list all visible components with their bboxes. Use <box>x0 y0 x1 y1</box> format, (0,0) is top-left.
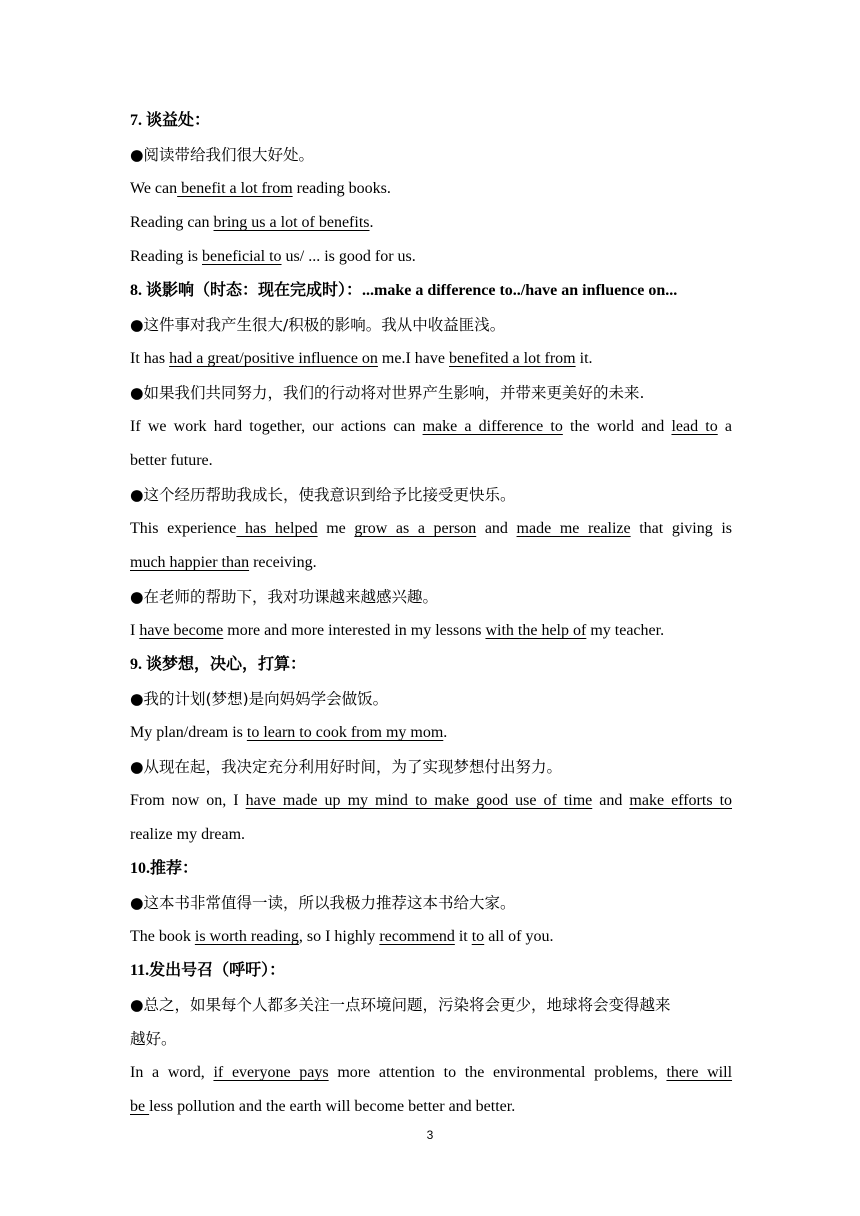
underlined-phrase: grow as a person <box>354 520 477 537</box>
text-segment: This experience <box>130 520 237 537</box>
chinese-sentence <box>130 308 732 342</box>
text-segment: ●我的计划(梦想)是向妈妈学会做饭。 <box>130 690 389 708</box>
text-segment: that giving is <box>630 520 733 537</box>
english-sentence <box>130 1056 732 1090</box>
text-segment: . <box>369 214 374 231</box>
text-segment: me <box>317 520 355 537</box>
document-body <box>130 104 732 1124</box>
english-sentence <box>130 444 732 478</box>
text-segment: 9. 谈梦想，决心，打算： <box>130 656 307 673</box>
text-segment: In a word, <box>130 1064 214 1081</box>
english-sentence <box>130 546 732 580</box>
section-heading <box>130 104 732 138</box>
underlined-phrase: there will <box>666 1064 733 1081</box>
chinese-sentence <box>130 478 732 512</box>
text-segment: reading books. <box>292 180 391 197</box>
english-sentence <box>130 240 732 274</box>
english-sentence <box>130 206 732 240</box>
text-segment: 7. 谈益处： <box>130 112 211 129</box>
underlined-phrase: had a great/positive influence on <box>169 350 378 367</box>
text-segment: and <box>476 520 517 537</box>
underlined-phrase: much happier than <box>130 554 250 571</box>
underlined-phrase: if everyone pays <box>213 1064 329 1081</box>
text-segment: more and more interested in my lessons <box>223 622 486 639</box>
text-segment: us/ ... is good for us. <box>281 248 416 265</box>
text-segment: and <box>592 792 630 809</box>
chinese-sentence <box>130 988 732 1022</box>
text-segment: I <box>130 622 140 639</box>
text-segment: My plan/dream is <box>130 724 247 741</box>
english-sentence <box>130 920 732 954</box>
text-segment: 10.推荐： <box>130 860 199 877</box>
section-heading <box>130 274 732 308</box>
text-segment: less pollution and the earth will become better and better. <box>149 1098 516 1115</box>
text-segment: ●阅读带给我们很大好处。 <box>130 146 315 164</box>
chinese-sentence <box>130 886 732 920</box>
text-segment: , so I highly <box>298 928 380 945</box>
section-heading <box>130 954 732 988</box>
text-segment: 越好。 <box>130 1030 177 1048</box>
text-segment: ●这件事对我产生很大/积极的影响。我从中收益匪浅。 <box>130 316 506 334</box>
underlined-phrase: made me realize <box>516 520 631 537</box>
underlined-phrase: have made up my mind to make good use of time <box>245 792 593 809</box>
text-segment: If we work hard together, our actions can <box>130 418 423 435</box>
text-segment: my teacher. <box>586 622 665 639</box>
text-segment: Reading is <box>130 248 202 265</box>
underlined-phrase: make a difference to <box>422 418 563 435</box>
section-heading <box>130 648 732 682</box>
underlined-phrase: has helped <box>236 520 318 537</box>
text-segment: it. <box>575 350 593 367</box>
english-sentence <box>130 1090 732 1124</box>
underlined-phrase: is worth reading <box>194 928 299 945</box>
chinese-sentence <box>130 1022 732 1056</box>
chinese-sentence <box>130 376 732 410</box>
underlined-phrase: be <box>130 1098 150 1115</box>
underlined-phrase: make efforts to <box>629 792 733 809</box>
chinese-sentence <box>130 682 732 716</box>
underlined-phrase: to learn to cook from my mom <box>246 724 444 741</box>
underlined-phrase: to <box>471 928 485 945</box>
text-segment: ●在老师的帮助下，我对功课越来越感兴趣。 <box>130 588 439 606</box>
underlined-phrase: benefited a lot from <box>449 350 576 367</box>
text-segment: it <box>454 928 472 945</box>
english-sentence <box>130 342 732 376</box>
underlined-phrase: lead to <box>671 418 718 435</box>
english-sentence <box>130 410 732 444</box>
text-segment: better future. <box>130 452 213 469</box>
section-heading <box>130 852 732 886</box>
text-segment: From now on, I <box>130 792 246 809</box>
underlined-phrase: with the help of <box>485 622 587 639</box>
chinese-sentence <box>130 138 732 172</box>
text-segment: ●这个经历帮助我成长，使我意识到给予比接受更快乐。 <box>130 486 516 504</box>
text-segment: the world and <box>562 418 672 435</box>
text-segment: realize my dream. <box>130 826 246 843</box>
chinese-sentence <box>130 750 732 784</box>
underlined-phrase: recommend <box>379 928 455 945</box>
english-sentence <box>130 614 732 648</box>
underlined-phrase: benefit a lot from <box>177 180 293 197</box>
text-segment: me.I have <box>377 350 449 367</box>
english-sentence <box>130 818 732 852</box>
underlined-phrase: bring us a lot of benefits <box>213 214 370 231</box>
english-sentence <box>130 716 732 750</box>
text-segment: a <box>717 418 733 435</box>
underlined-phrase: have become <box>139 622 224 639</box>
english-sentence <box>130 512 732 546</box>
text-segment: . <box>443 724 448 741</box>
text-segment: ●这本书非常值得一读，所以我极力推荐这本书给大家。 <box>130 894 516 912</box>
english-sentence <box>130 784 732 818</box>
text-segment: 11.发出号召（呼吁）： <box>130 962 286 979</box>
text-segment: all of you. <box>484 928 554 945</box>
text-segment: ●从现在起，我决定充分利用好时间，为了实现梦想付出努力。 <box>130 758 563 776</box>
text-segment: Reading can <box>130 214 214 231</box>
text-segment: 8. 谈影响（时态：现在完成时）：...make a difference to../have an influence on... <box>130 282 678 299</box>
chinese-sentence <box>130 580 732 614</box>
text-segment: more attention to the environmental problems, <box>328 1064 667 1081</box>
text-segment: receiving. <box>249 554 317 571</box>
text-segment: We can <box>130 180 178 197</box>
underlined-phrase: beneficial to <box>202 248 282 265</box>
text-segment: ●如果我们共同努力，我们的行动将对世界产生影响，并带来更美好的未来. <box>130 384 645 402</box>
english-sentence <box>130 172 732 206</box>
text-segment: The book <box>130 928 195 945</box>
page-number: 3 <box>426 1128 434 1142</box>
text-segment: ●总之，如果每个人都多关注一点环境问题，污染将会更少，地球将会变得越来 <box>130 996 671 1014</box>
text-segment: It has <box>130 350 170 367</box>
